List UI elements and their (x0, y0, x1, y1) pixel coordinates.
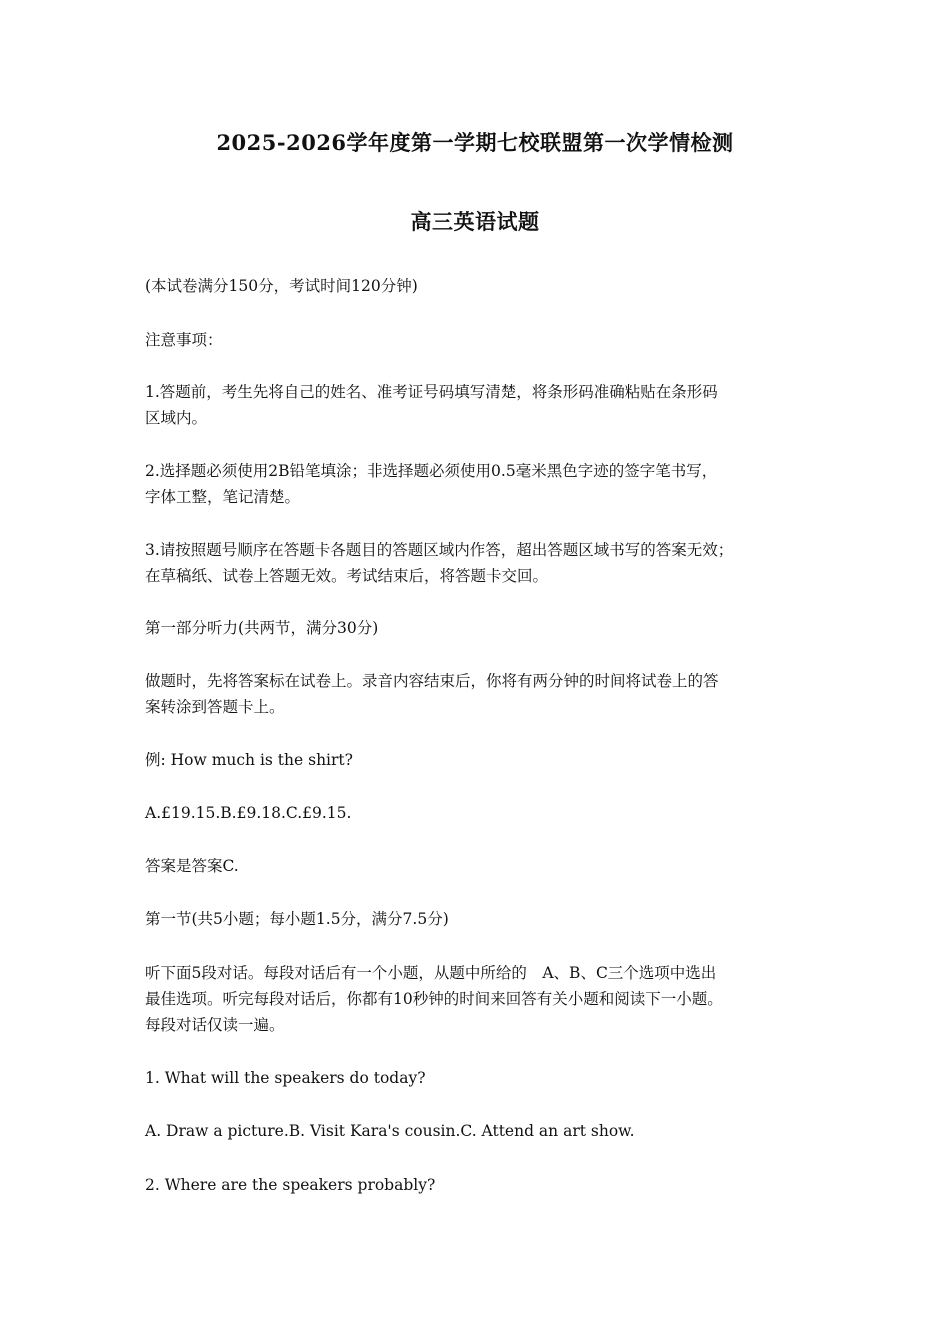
question-2: 2. Where are the speakers probably? (145, 1176, 436, 1194)
example-answer: 答案是答案C. (145, 857, 239, 875)
notice-item-2-line-1: 2.选择题必须使用2B铅笔填涂；非选择题必须使用0.5毫米黑色字迹的签字笔书写， (145, 462, 718, 480)
section1-instruction-line-1: 听下面5段对话。每段对话后有一个小题，从题中所给的 A、B、C三个选项中选出 (145, 964, 717, 982)
question-1-options: A. Draw a picture.B. Visit Kara's cousin.C. Attend an art show. (145, 1122, 635, 1140)
exam-subtitle: 高三英语试题 (410, 209, 540, 234)
notice-heading: 注意事项： (145, 331, 223, 349)
part1-instruction-line-2: 案转涂到答题卡上。 (145, 698, 285, 716)
question-1: 1. What will the speakers do today? (145, 1069, 426, 1087)
example-options: A.£19.15.B.£9.18.C.£9.15. (145, 804, 352, 822)
part1-instruction-line-1: 做题时，先将答案标在试卷上。录音内容结束后，你将有两分钟的时间将试卷上的答 (145, 672, 719, 690)
notice-item-1-line-2: 区域内。 (145, 409, 208, 427)
part1-heading: 第一部分听力(共两节，满分30分) (145, 619, 379, 637)
exam-info: (本试卷满分150分，考试时间120分钟) (145, 277, 418, 295)
notice-item-3 (145, 537, 817, 589)
notice-item-3-line-1: 3.请按照题号顺序在答题卡各题目的答题区域内作答，超出答题区域书写的答案无效； (145, 541, 734, 559)
section1-heading: 第一节(共5小题；每小题1.5分，满分7.5分) (145, 910, 449, 928)
notice-item-1-line-1: 1.答题前，考生先将自己的姓名、准考证号码填写清楚，将条形码准确粘贴在条形码 (145, 383, 718, 401)
notice-item-2-line-2: 字体工整，笔记清楚。 (145, 488, 301, 506)
notice-item-2 (145, 458, 817, 510)
section1-instruction-line-2: 最佳选项。听完每段对话后，你都有10秒钟的时间来回答有关小题和阅读下一小题。 (145, 990, 723, 1008)
notice-item-1 (145, 379, 817, 431)
section1-instruction-line-3: 每段对话仅读一遍。 (145, 1016, 285, 1034)
section1-instruction (145, 960, 817, 1038)
exam-title: 2025-2026学年度第一学期七校联盟第一次学情检测 (216, 130, 734, 155)
example-question: 例: How much is the shirt? (145, 751, 353, 769)
part1-instruction (145, 668, 817, 720)
notice-item-3-line-2: 在草稿纸、试卷上答题无效。考试结束后，将答题卡交回。 (145, 567, 549, 585)
